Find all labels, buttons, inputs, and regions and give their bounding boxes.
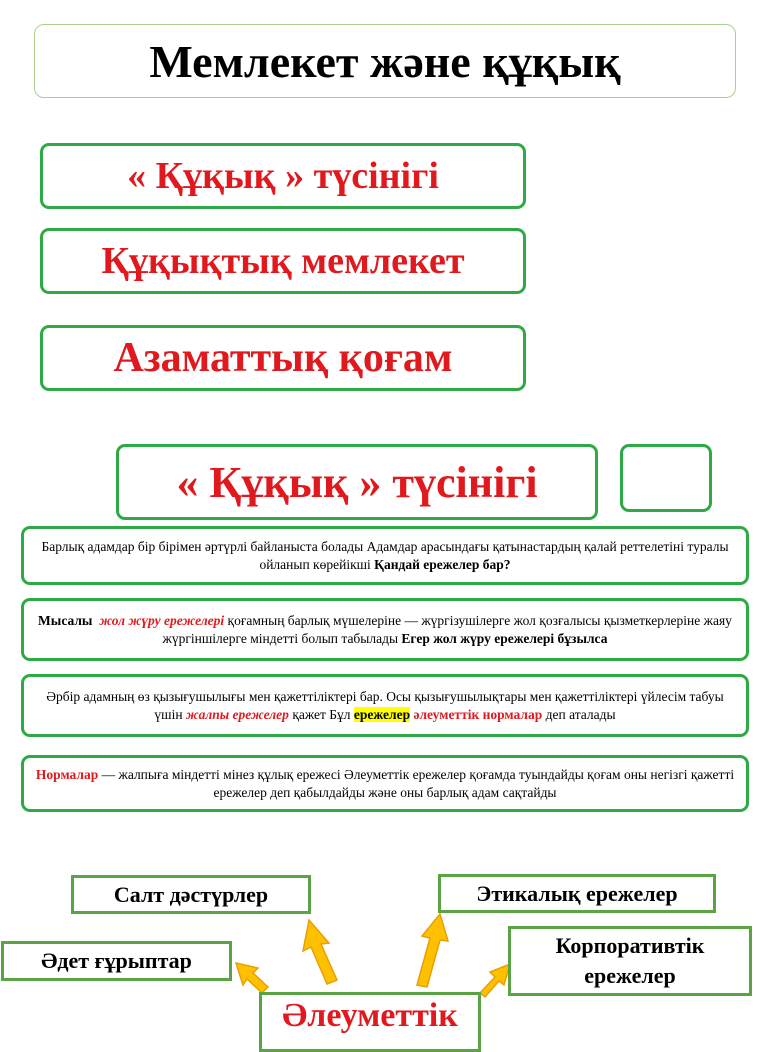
p4-text: — жалпыға міндетті мінез құлық ережесі Әлеуметтік ережелер қоғамда туындайды қоғам оны негізгі қажетті ережелер деп қабылдайды және оны барлық адам сақтайды: [98, 766, 735, 800]
p1-bold: Қандай ережелер бар?: [374, 556, 511, 572]
p3-highlight: ережелер: [353, 706, 411, 722]
p3-text-1: Әрбір адамның өз қызығушылығы мен қажеттіліктері бар. Осы қызығушылықтары мен қажеттіліктері үйлесім табуы үшін: [46, 688, 724, 722]
p1-text: Барлық адамдар бір бірімен әртүрлі байланыста болады Адамдар арасындағы қатынастардың қалай реттелетіні туралы ойланып көрейікші: [41, 538, 729, 572]
p2-text: қоғамның барлық мүшелеріне — жүргізушілерге жол қозғалысы қызметкерлеріне жаяу жүргіншілерге міндетті болып табылады: [162, 612, 732, 646]
arrow-to-customs-icon: [303, 920, 337, 984]
menu-item-civil-society[interactable]: Азаматтық қоғам: [40, 325, 526, 391]
arrow-to-habits-icon: [236, 963, 268, 993]
diagram-item-customs: Салт дәстүрлер: [71, 875, 311, 914]
p4-red: Нормалар: [35, 766, 99, 782]
p2-bold: Егер жол жүру ережелері бұзылса: [401, 630, 608, 646]
p3-text-3: деп аталады: [542, 706, 616, 722]
menu-item-law-concept[interactable]: « Құқық » түсінігі: [40, 143, 526, 209]
menu-item-rule-of-law-state[interactable]: Құқықтық мемлекет: [40, 228, 526, 294]
p3-text-2: қажет Бұл: [288, 706, 354, 722]
p3-red-1: жалпы ережелер: [185, 706, 289, 722]
section-heading: « Құқық » түсінігі: [116, 444, 598, 520]
slide-title: Мемлекет және құқық: [34, 24, 736, 98]
arrow-to-corporate-icon: [480, 964, 510, 997]
diagram-item-ethics: Этикалық ережелер: [438, 874, 716, 913]
p2-lead: Мысалы: [38, 612, 93, 628]
diagram-item-corporate: Корпоративтік ережелер: [508, 926, 752, 996]
arrow-to-ethics-icon: [417, 914, 448, 987]
diagram-item-habits: Әдет ғұрыптар: [1, 941, 232, 981]
diagram-center: Әлеуметтік: [259, 992, 481, 1052]
p3-red-2: әлеуметтік нормалар: [413, 706, 543, 722]
p2-red: жол жүру ережелері: [99, 612, 225, 628]
